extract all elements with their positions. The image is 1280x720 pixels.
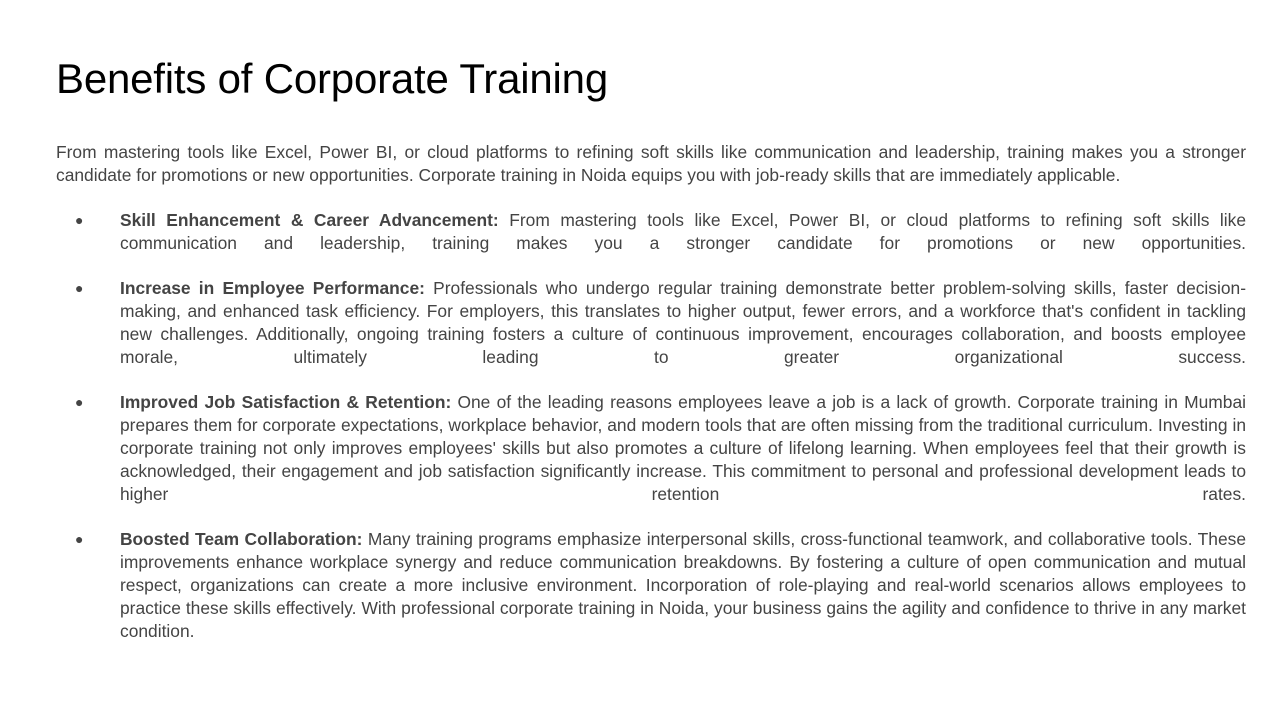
- bullet-text: One of the leading reasons employees leave a job is a lack of growth. Corporate training in Mumbai prepares them for corporate expectations, workplace behavior, and modern tools that are often missing from the traditional curriculum. Investing in corporate training not only improves employees' skills but also promotes a culture of lifelong learning. When employees feel that their growth is acknowledged, their engagement and job satisfaction significantly increase. This commitment to personal and professional development leads to higher retention rates.: [120, 392, 1247, 504]
- bullet-heading: Boosted Team Collaboration:: [120, 529, 363, 549]
- list-item: [56, 391, 1246, 506]
- bullet-heading: Improved Job Satisfaction & Retention:: [120, 392, 452, 412]
- bullet-text: Professionals who undergo regular training demonstrate better problem-solving skills, faster decision-making, and enhanced task efficiency. For employers, this translates to higher output, fewer errors, and a workforce that's confident in tackling new challenges. Additionally, ongoing training fosters a culture of continuous improvement, encourages collaboration, and boosts employee morale, ultimately leading to greater organizational success.: [120, 278, 1246, 367]
- list-item: [56, 209, 1246, 255]
- bullet-text: From mastering tools like Excel, Power BI, or cloud platforms to refining soft skills like communication and leadership, training makes you a stronger candidate for promotions or new opportunities.: [120, 210, 1246, 253]
- bullet-icon: ●: [75, 394, 84, 410]
- bullet-icon: ●: [75, 280, 84, 296]
- bullet-icon: ●: [75, 212, 84, 228]
- intro-paragraph: From mastering tools like Excel, Power BI, or cloud platforms to refining soft skills like communication and leadership, training makes you a stronger candidate for promotions or new opportunities. Corporate training in Noida equips you with job-ready skills that are immediately applicable.: [56, 142, 1246, 185]
- benefits-list: [56, 209, 1246, 643]
- bullet-heading: Skill Enhancement & Career Advancement:: [120, 210, 499, 230]
- bullet-heading: Increase in Employee Performance:: [120, 278, 425, 298]
- bullet-icon: ●: [75, 531, 84, 547]
- list-item: [56, 528, 1246, 643]
- slide-title: Benefits of Corporate Training: [56, 55, 608, 102]
- list-item: [56, 277, 1246, 369]
- bullet-text: Many training programs emphasize interpersonal skills, cross-functional teamwork, and collaborative tools. These improvements enhance workplace synergy and reduce communication breakdowns. By fostering a culture of open communication and mutual respect, organizations can create a more inclusive environment. Incorporation of role-playing and real-world scenarios allows employees to practice these skills effectively. With professional corporate training in Noida, your business gains the agility and confidence to thrive in any market condition.: [120, 529, 1246, 641]
